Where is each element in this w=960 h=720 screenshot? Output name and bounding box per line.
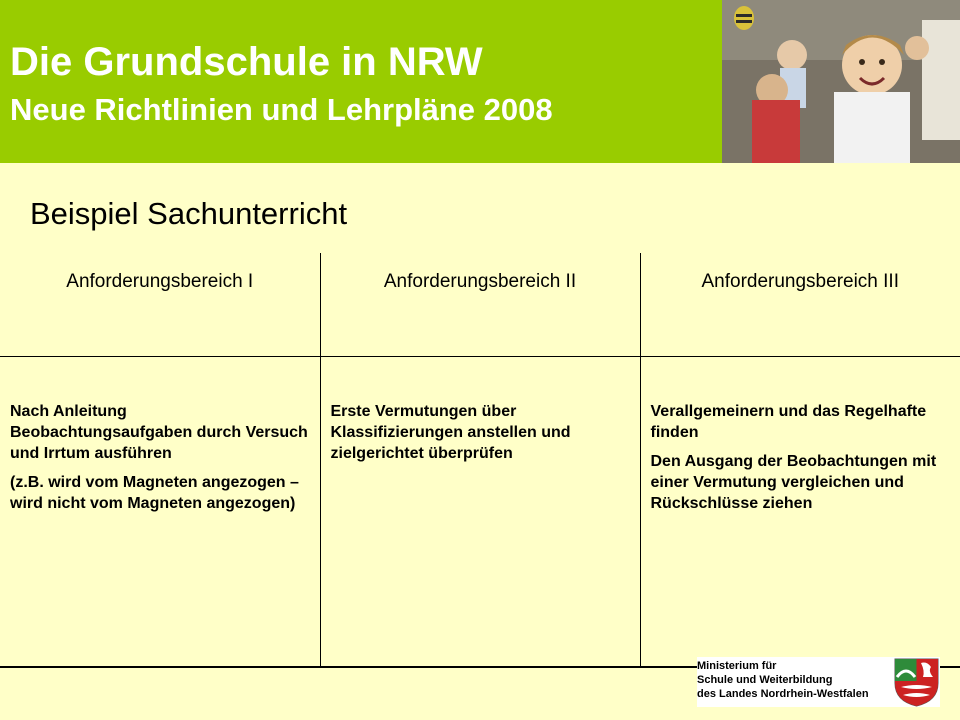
ministry-name [697, 659, 869, 701]
classroom-children-photo [722, 0, 960, 163]
cell-paragraph: Erste Vermutungen über Klassifizierungen anstellen und zielgerichtet überprüfen [330, 403, 571, 462]
table-cell [0, 357, 320, 668]
ministry-line: Ministerium für [697, 660, 777, 672]
nrw-coat-of-arms-icon [893, 657, 940, 707]
column-header-3: Anforderungsbereich III [701, 271, 899, 292]
table-header-cell [640, 253, 960, 357]
table-header-cell [0, 253, 320, 357]
table-cell [640, 357, 960, 668]
cell-content-2 [321, 357, 640, 464]
ministry-line: des Landes Nordrhein-Westfalen [697, 688, 869, 700]
column-header-1: Anforderungsbereich I [66, 271, 254, 292]
header-banner [0, 0, 722, 163]
ministry-logo [697, 657, 940, 707]
table-header-row [0, 253, 960, 357]
cell-paragraph: Nach Anleitung Beobachtungsaufgaben durch Versuch und Irrtum ausführen [10, 403, 308, 462]
ministry-line: Schule und Weiterbildung [697, 674, 833, 686]
cell-paragraph: (z.B. wird vom Magneten angezogen – wird nicht vom Magneten angezogen) [10, 474, 299, 512]
requirements-table [0, 253, 960, 668]
section-heading: Beispiel Sachunterricht [30, 196, 348, 231]
table-cell [320, 357, 640, 668]
table-row [0, 357, 960, 668]
cell-paragraph: Den Ausgang der Beobachtungen mit einer Vermutung vergleichen und Rückschlüsse ziehen [650, 453, 937, 512]
page-title: Die Grundschule in NRW [10, 40, 483, 84]
cell-paragraph: Verallgemeinern und das Regelhafte finden [650, 403, 927, 441]
cell-content-3 [641, 357, 960, 514]
column-header-2: Anforderungsbereich II [383, 271, 577, 292]
cell-content-1 [0, 357, 320, 514]
table-header-cell [320, 253, 640, 357]
page-subtitle: Neue Richtlinien und Lehrpläne 2008 [10, 92, 553, 127]
